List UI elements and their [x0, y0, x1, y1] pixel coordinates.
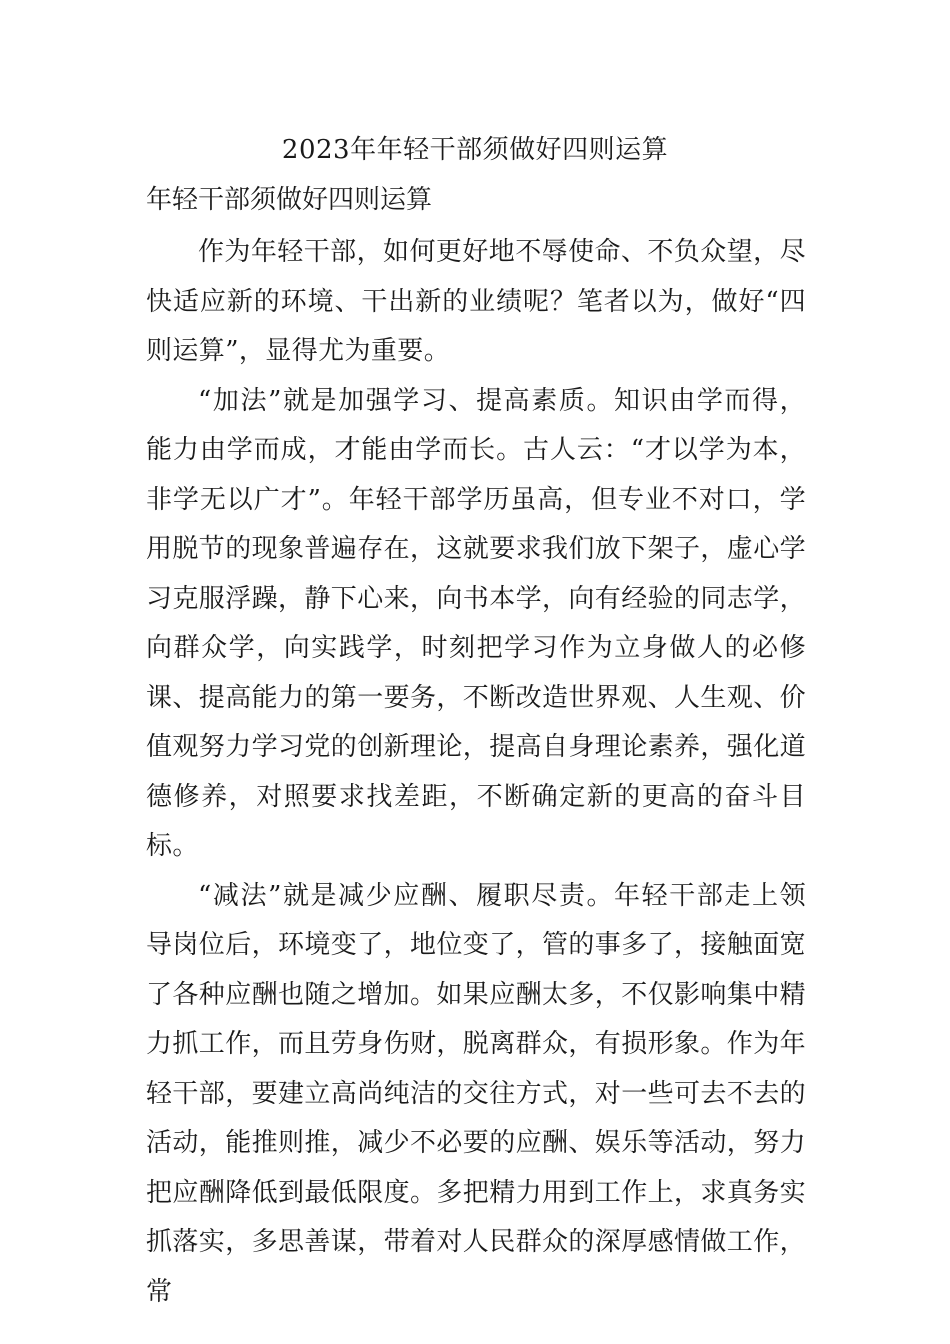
paragraph-addition: “加法”就是加强学习、提高素质。知识由学而得，能力由学而成，才能由学而长。古人云：“才以学为本，非学无以广才”。年轻干部学历虽高，但专业不对口，学用脱节的现象普遍存在，这就要求我们放下架子，虚心学习克服浮躁，静下心来，向书本学，向有经验的同志学，向群众学，向实践学，时刻把学习作为立身做人的必修课、提高能力的第一要务，不断改造世界观、人生观、价值观努力学习党的创新理论，提高自身理论素养，强化道德修养，对照要求找差距，不断确定新的更高的奋斗目标。: [146, 385, 807, 861]
paragraph-subtraction: “减法”就是减少应酬、履职尽责。年轻干部走上领导岗位后，环境变了，地位变了，管的事多了，接触面宽了各种应酬也随之增加。如果应酬太多，不仅影响集中精力抓工作，而且劳身伤财，脱离群众，有损形象。作为年轻干部，要建立高尚纯洁的交往方式，对一些可去不去的活动，能推则推，减少不必要的应酬、娱乐等活动，努力把应酬降低到最低限度。多把精力用到工作上，求真务实抓落实，多思善谋，带着对人民群众的深厚感情做工作，常: [146, 880, 807, 1307]
paragraph-intro: 作为年轻干部，如何更好地不辱使命、不负众望，尽快适应新的环境、干出新的业绩呢？笔者以为，做好“四则运算”，显得尤为重要。: [146, 237, 806, 366]
document-title: 2023年年轻干部须做好四则运算: [281, 135, 669, 165]
document-body: [146, 228, 806, 1317]
document-subtitle: 年轻干部须做好四则运算: [146, 185, 433, 215]
